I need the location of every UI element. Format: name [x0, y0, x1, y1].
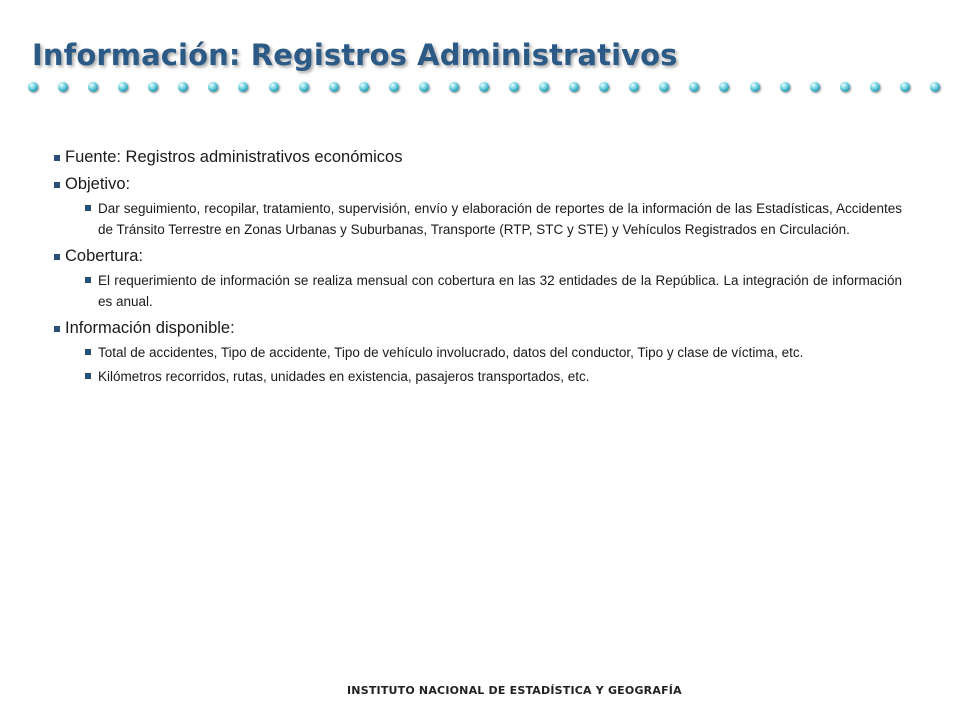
divider-dot-icon — [148, 82, 158, 92]
square-bullet-icon — [54, 326, 60, 332]
divider-dot-icon — [299, 82, 309, 92]
informacion-heading: Información disponible: — [65, 319, 235, 337]
institution-footer: INSTITUTO NACIONAL DE ESTADÍSTICA Y GEOGRAFÍA — [347, 684, 682, 697]
subbullet-informacion-2 — [85, 366, 902, 387]
divider-dot-icon — [208, 82, 218, 92]
cobertura-heading: Cobertura: — [65, 247, 143, 265]
dotted-divider — [28, 76, 940, 98]
divider-dot-icon — [389, 82, 399, 92]
slide-content — [52, 146, 902, 387]
objetivo-text: Dar seguimiento, recopilar, tratamiento, supervisión, envío y elaboración de reportes de la información de las Estadísticas, Accidentes de Tránsito Terrestre en Zonas Urbanas y Suburbanas, Transporte (RTP, STC y STE) y Vehículos Registrados en Circulación. — [98, 201, 902, 237]
subbullet-cobertura — [85, 270, 902, 312]
divider-dot-icon — [810, 82, 820, 92]
divider-dot-icon — [269, 82, 279, 92]
square-bullet-icon — [85, 349, 91, 355]
divider-dot-icon — [599, 82, 609, 92]
subbullet-informacion-1 — [85, 342, 902, 363]
divider-dot-icon — [509, 82, 519, 92]
slide-title: Información: Registros Administrativos — [32, 38, 678, 72]
informacion-item-2: Kilómetros recorridos, rutas, unidades en existencia, pasajeros transportados, etc. — [98, 369, 590, 384]
divider-dot-icon — [930, 82, 940, 92]
square-bullet-icon — [54, 155, 60, 161]
square-bullet-icon — [85, 277, 91, 283]
bullet-informacion — [52, 317, 902, 339]
divider-dot-icon — [238, 82, 248, 92]
cobertura-text: El requerimiento de información se realiza mensual con cobertura en las 32 entidades de la República. La integración de información es anual. — [98, 273, 902, 309]
bullet-cobertura — [52, 245, 902, 267]
divider-dot-icon — [629, 82, 639, 92]
divider-dot-icon — [58, 82, 68, 92]
bullet-objetivo — [52, 173, 902, 195]
subbullet-objetivo — [85, 198, 902, 240]
square-bullet-icon — [85, 373, 91, 379]
fuente-text: Fuente: Registros administrativos económicos — [65, 148, 403, 166]
divider-dot-icon — [88, 82, 98, 92]
divider-dot-icon — [479, 82, 489, 92]
square-bullet-icon — [85, 205, 91, 211]
divider-dot-icon — [118, 82, 128, 92]
informacion-item-1: Total de accidentes, Tipo de accidente, Tipo de vehículo involucrado, datos del conductor, Tipo y clase de víctima, etc. — [98, 345, 804, 360]
divider-dot-icon — [28, 82, 38, 92]
divider-dot-icon — [840, 82, 850, 92]
square-bullet-icon — [54, 182, 60, 188]
divider-dot-icon — [419, 82, 429, 92]
bullet-fuente — [52, 146, 902, 168]
divider-dot-icon — [780, 82, 790, 92]
divider-dot-icon — [178, 82, 188, 92]
divider-dot-icon — [689, 82, 699, 92]
divider-dot-icon — [719, 82, 729, 92]
divider-dot-icon — [900, 82, 910, 92]
divider-dot-icon — [449, 82, 459, 92]
divider-dot-icon — [359, 82, 369, 92]
objetivo-heading: Objetivo: — [65, 175, 131, 193]
divider-dot-icon — [750, 82, 760, 92]
divider-dot-icon — [539, 82, 549, 92]
square-bullet-icon — [54, 254, 60, 260]
divider-dot-icon — [870, 82, 880, 92]
divider-dot-icon — [659, 82, 669, 92]
divider-dot-icon — [329, 82, 339, 92]
divider-dot-icon — [569, 82, 579, 92]
